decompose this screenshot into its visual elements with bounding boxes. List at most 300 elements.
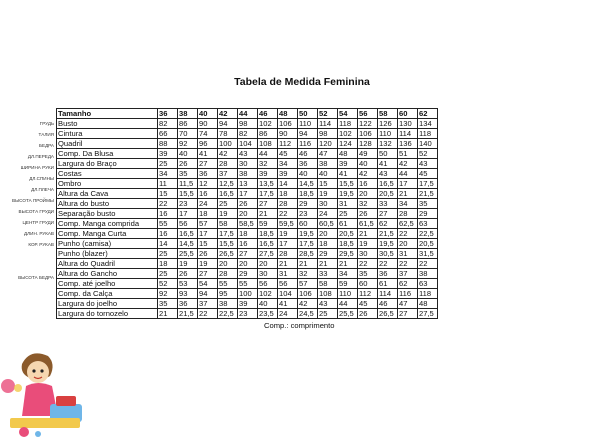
measurement-value: 82 — [158, 119, 178, 129]
measurement-value: 34 — [158, 169, 178, 179]
measurement-value: 100 — [218, 139, 238, 149]
measurement-value: 21 — [398, 189, 418, 199]
measurement-value: 57 — [198, 219, 218, 229]
measurement-label: Largura do tornozelo — [57, 309, 158, 319]
measurement-value: 124 — [338, 139, 358, 149]
measurement-value: 132 — [378, 139, 398, 149]
measurement-label: Comp. Manga Curta — [57, 229, 158, 239]
measurement-value: 16 — [158, 209, 178, 219]
measurement-value: 49 — [358, 149, 378, 159]
measurement-value: 56 — [278, 279, 298, 289]
measurement-value: 104 — [238, 139, 258, 149]
measurement-value: 110 — [298, 119, 318, 129]
measurement-value: 22 — [418, 259, 438, 269]
measurement-value: 120 — [318, 139, 338, 149]
measurement-value: 27,5 — [418, 309, 438, 319]
size-header-cell: 48 — [278, 109, 298, 119]
measurement-value: 63 — [418, 279, 438, 289]
measurement-value: 93 — [178, 289, 198, 299]
measurement-value: 16,5 — [218, 189, 238, 199]
measurement-value: 32 — [358, 199, 378, 209]
measurement-value: 41 — [198, 149, 218, 159]
table-header-row — [57, 109, 438, 119]
measurement-value: 95 — [218, 289, 238, 299]
table-row — [57, 139, 438, 149]
measurement-value: 110 — [378, 129, 398, 139]
measurement-value: 60 — [358, 279, 378, 289]
measurement-value: 27 — [238, 249, 258, 259]
size-header-cell: 50 — [298, 109, 318, 119]
measurement-value: 17 — [398, 179, 418, 189]
measurement-value: 37 — [398, 269, 418, 279]
measurement-value: 26 — [358, 209, 378, 219]
measurement-value: 18 — [158, 259, 178, 269]
measurement-value: 39 — [238, 299, 258, 309]
measurement-value: 17,5 — [298, 239, 318, 249]
table-row — [57, 219, 438, 229]
measurement-value: 33 — [378, 199, 398, 209]
measurement-value: 28 — [278, 249, 298, 259]
measurement-value: 19,5 — [378, 239, 398, 249]
measurement-value: 21 — [358, 229, 378, 239]
table-row — [57, 259, 438, 269]
measurement-value: 126 — [378, 119, 398, 129]
measurement-value: 20 — [258, 259, 278, 269]
measurement-value: 53 — [178, 279, 198, 289]
measurement-value: 130 — [398, 119, 418, 129]
measurement-label: Ombro — [57, 179, 158, 189]
measurement-value: 18 — [198, 209, 218, 219]
table-row — [57, 149, 438, 159]
measurement-value: 60 — [298, 219, 318, 229]
measurement-value: 21 — [298, 259, 318, 269]
measurement-value: 40 — [358, 159, 378, 169]
measurement-value: 16,5 — [258, 239, 278, 249]
measurement-value: 92 — [158, 289, 178, 299]
footnote: Comp.: comprimento — [264, 321, 335, 330]
measurement-value: 36 — [298, 159, 318, 169]
measurement-value: 56 — [258, 279, 278, 289]
measurement-value: 31 — [398, 249, 418, 259]
measurement-value: 61,5 — [358, 219, 378, 229]
measurement-value: 94 — [298, 129, 318, 139]
table-row — [57, 159, 438, 169]
measurement-value: 90 — [278, 129, 298, 139]
measurement-value: 43 — [318, 299, 338, 309]
measurement-value: 14,5 — [298, 179, 318, 189]
measurement-value: 34 — [398, 199, 418, 209]
measurement-value: 62,5 — [398, 219, 418, 229]
measurement-value: 24,5 — [298, 309, 318, 319]
measurement-value: 24 — [318, 209, 338, 219]
measurement-value: 21,5 — [378, 229, 398, 239]
measurement-value: 27,5 — [258, 249, 278, 259]
measurement-value: 13 — [238, 179, 258, 189]
measurement-value: 20 — [218, 259, 238, 269]
measurement-value: 30 — [258, 269, 278, 279]
measurement-value: 21 — [338, 259, 358, 269]
measurement-value: 39 — [278, 169, 298, 179]
table-row — [57, 279, 438, 289]
measurement-value: 55 — [218, 279, 238, 289]
russian-label: ДЛ.ПЕРЕДА — [27, 154, 54, 159]
measurement-value: 27 — [258, 199, 278, 209]
measurement-value: 22 — [158, 199, 178, 209]
measurement-value: 22 — [378, 259, 398, 269]
measurement-value: 118 — [418, 289, 438, 299]
measurement-value: 59 — [338, 279, 358, 289]
measurement-value: 17 — [198, 229, 218, 239]
measurement-value: 29 — [238, 269, 258, 279]
measurement-value: 22 — [198, 309, 218, 319]
measurement-value: 26,5 — [218, 249, 238, 259]
measurement-value: 38 — [218, 299, 238, 309]
table-row — [57, 269, 438, 279]
measurement-value: 29 — [298, 199, 318, 209]
measurement-value: 24 — [278, 309, 298, 319]
measurement-value: 98 — [238, 119, 258, 129]
measurement-value: 54 — [198, 279, 218, 289]
measurement-value: 31 — [278, 269, 298, 279]
russian-label: ГРУДЬ — [39, 121, 54, 126]
russian-label: ВЫСОТА ГРУДИ — [18, 209, 54, 214]
measurement-value: 116 — [398, 289, 418, 299]
measurement-label: Largura do Braço — [57, 159, 158, 169]
measurement-value: 20 — [238, 259, 258, 269]
russian-label: КОР. РУКАВ — [28, 242, 54, 247]
table-row — [57, 209, 438, 219]
measurement-value: 12,5 — [218, 179, 238, 189]
measurement-value: 16,5 — [378, 179, 398, 189]
measurement-value: 16 — [238, 239, 258, 249]
measurement-value: 26 — [238, 199, 258, 209]
measurement-value: 118 — [418, 129, 438, 139]
measurement-value: 63 — [418, 219, 438, 229]
measurement-value: 19 — [278, 229, 298, 239]
measurement-value: 94 — [218, 119, 238, 129]
measurement-value: 106 — [278, 119, 298, 129]
measurement-value: 20 — [318, 229, 338, 239]
measurement-value: 18,5 — [258, 229, 278, 239]
measurement-value: 19,5 — [338, 189, 358, 199]
measurement-value: 26 — [358, 309, 378, 319]
measurement-value: 26,5 — [378, 309, 398, 319]
measurement-value: 61 — [338, 219, 358, 229]
measurement-label: Altura do Quadril — [57, 259, 158, 269]
measurement-value: 29 — [418, 209, 438, 219]
russian-label: ДЛ.ПЛЕЧА — [31, 187, 54, 192]
measurement-value: 36 — [178, 299, 198, 309]
measurement-value: 18 — [278, 189, 298, 199]
measurement-value: 59,5 — [278, 219, 298, 229]
measurement-value: 15 — [318, 179, 338, 189]
measurement-value: 114 — [378, 289, 398, 299]
table-row — [57, 239, 438, 249]
measurement-value: 35 — [358, 269, 378, 279]
measurement-value: 59 — [258, 219, 278, 229]
measurement-value: 19 — [218, 209, 238, 219]
measurement-value: 25 — [218, 199, 238, 209]
size-header-cell: 42 — [218, 109, 238, 119]
measurement-value: 21,5 — [178, 309, 198, 319]
size-header-cell: 46 — [258, 109, 278, 119]
measurement-value: 43 — [238, 149, 258, 159]
measurement-value: 48 — [338, 149, 358, 159]
measurement-value: 27 — [198, 269, 218, 279]
measurement-value: 22 — [278, 209, 298, 219]
russian-label: ЦЕНТР ГРУДИ — [22, 220, 54, 225]
measurement-value: 55 — [158, 219, 178, 229]
measurement-value: 41 — [338, 169, 358, 179]
measurement-value: 19 — [178, 259, 198, 269]
measurement-value: 41 — [278, 299, 298, 309]
measurement-value: 18 — [238, 229, 258, 239]
measurement-value: 112 — [278, 139, 298, 149]
measurement-value: 52 — [158, 279, 178, 289]
girl-with-sewing-machine-icon — [0, 346, 90, 439]
measurement-value: 94 — [198, 289, 218, 299]
measurement-value: 100 — [238, 289, 258, 299]
table-row — [57, 309, 438, 319]
measurement-value: 42 — [218, 149, 238, 159]
measurement-value: 106 — [358, 129, 378, 139]
measurement-value: 136 — [398, 139, 418, 149]
measurement-value: 38 — [238, 169, 258, 179]
measurement-label: Comp. da Calça — [57, 289, 158, 299]
measurement-value: 55 — [238, 279, 258, 289]
measurement-value: 18 — [318, 239, 338, 249]
measurement-value: 20,5 — [418, 239, 438, 249]
measurement-value: 106 — [298, 289, 318, 299]
measurement-value: 37 — [218, 169, 238, 179]
measurement-value: 25 — [338, 209, 358, 219]
size-header-cell: 56 — [358, 109, 378, 119]
measurement-value: 21 — [278, 259, 298, 269]
measurement-label: Quadril — [57, 139, 158, 149]
measurement-value: 43 — [378, 169, 398, 179]
table-row — [57, 119, 438, 129]
measurement-value: 102 — [258, 289, 278, 299]
size-header-cell: 40 — [198, 109, 218, 119]
russian-label: ШИРИНА РУКИ — [20, 165, 54, 170]
measurement-value: 40 — [178, 149, 198, 159]
size-header-cell: 44 — [238, 109, 258, 119]
measurement-value: 25,5 — [338, 309, 358, 319]
measurement-value: 26 — [178, 269, 198, 279]
measurement-value: 98 — [318, 129, 338, 139]
measurement-value: 114 — [398, 129, 418, 139]
measurement-value: 62 — [398, 279, 418, 289]
russian-label: БЕДРА — [38, 143, 54, 148]
size-header-cell: 36 — [158, 109, 178, 119]
measurement-value: 20 — [358, 189, 378, 199]
measurement-value: 51 — [398, 149, 418, 159]
measurement-value: 26 — [198, 249, 218, 259]
measurement-value: 24 — [198, 199, 218, 209]
measurement-value: 42 — [358, 169, 378, 179]
measurement-value: 104 — [278, 289, 298, 299]
measurement-value: 25 — [318, 309, 338, 319]
measurement-value: 16 — [358, 179, 378, 189]
measurement-label: Altura da Cava — [57, 189, 158, 199]
table-row — [57, 299, 438, 309]
table-row — [57, 249, 438, 259]
measurement-value: 45 — [418, 169, 438, 179]
measurement-value: 52 — [418, 149, 438, 159]
measurement-value: 17 — [278, 239, 298, 249]
measurement-value: 78 — [218, 129, 238, 139]
measurement-value: 40 — [258, 299, 278, 309]
measurement-value: 86 — [178, 119, 198, 129]
measurement-value: 39 — [158, 149, 178, 159]
measurement-value: 30 — [238, 159, 258, 169]
measurement-value: 18,5 — [298, 189, 318, 199]
table-row — [57, 179, 438, 189]
measurement-value: 32 — [298, 269, 318, 279]
table-row — [57, 129, 438, 139]
measurement-value: 21 — [158, 309, 178, 319]
measurement-value: 23,5 — [258, 309, 278, 319]
measurement-value: 48 — [418, 299, 438, 309]
measurement-value: 14 — [278, 179, 298, 189]
measurement-value: 17,5 — [258, 189, 278, 199]
table-row — [57, 199, 438, 209]
measurement-value: 102 — [338, 129, 358, 139]
size-header-cell: 58 — [378, 109, 398, 119]
russian-label: ДЛИН. РУКАВ — [24, 231, 54, 236]
measurement-value: 27 — [398, 309, 418, 319]
measurement-value: 22,5 — [218, 309, 238, 319]
measurement-value: 47 — [318, 149, 338, 159]
size-header-cell: 38 — [178, 109, 198, 119]
measurement-value: 114 — [318, 119, 338, 129]
measurement-value: 70 — [178, 129, 198, 139]
measurement-label: Comp. Manga comprida — [57, 219, 158, 229]
measurement-value: 25 — [158, 269, 178, 279]
measurement-value: 20,5 — [338, 229, 358, 239]
measurement-value: 13,5 — [258, 179, 278, 189]
measurement-value: 20,5 — [378, 189, 398, 199]
measurement-value: 19,5 — [298, 229, 318, 239]
measurement-value: 35 — [178, 169, 198, 179]
russian-label: ВЫСОТА БЕДРА — [18, 275, 54, 280]
measurement-value: 45 — [278, 149, 298, 159]
size-header-cell: 54 — [338, 109, 358, 119]
measurement-value: 37 — [198, 299, 218, 309]
measurement-value: 46 — [298, 149, 318, 159]
measurement-value: 118 — [338, 119, 358, 129]
measurement-value: 31,5 — [418, 249, 438, 259]
measurement-value: 21 — [318, 259, 338, 269]
measurement-value: 27 — [378, 209, 398, 219]
measurement-value: 11,5 — [178, 179, 198, 189]
measurement-value: 17,5 — [418, 179, 438, 189]
measurement-value: 43 — [418, 159, 438, 169]
measurement-value: 44 — [398, 169, 418, 179]
measurement-value: 39 — [258, 169, 278, 179]
measurement-value: 12 — [198, 179, 218, 189]
measurement-value: 25,5 — [178, 249, 198, 259]
measurement-value: 28,5 — [298, 249, 318, 259]
measurement-value: 57 — [298, 279, 318, 289]
page-title: Tabela de Medida Feminina — [234, 76, 370, 88]
measurement-value: 16 — [198, 189, 218, 199]
measurement-label: Busto — [57, 119, 158, 129]
measurement-value: 22 — [398, 259, 418, 269]
measurement-value: 31 — [338, 199, 358, 209]
measurement-value: 29,5 — [338, 249, 358, 259]
measurement-label: Punho (blazer) — [57, 249, 158, 259]
measurement-value: 11 — [158, 179, 178, 189]
measurement-label: Altura do Gancho — [57, 269, 158, 279]
measurement-value: 21,5 — [418, 189, 438, 199]
measurement-value: 23 — [238, 309, 258, 319]
measurement-value: 27 — [198, 159, 218, 169]
measurement-value: 17 — [238, 189, 258, 199]
measurement-value: 17 — [178, 209, 198, 219]
measurement-value: 30 — [358, 249, 378, 259]
measurement-label: Largura do joelho — [57, 299, 158, 309]
measurement-value: 140 — [418, 139, 438, 149]
measurement-value: 58,5 — [238, 219, 258, 229]
measurement-value: 86 — [258, 129, 278, 139]
measurement-value: 25 — [158, 249, 178, 259]
measurement-value: 58 — [318, 279, 338, 289]
russian-label: ТАЛИЯ — [38, 132, 54, 137]
measurement-value: 18,5 — [338, 239, 358, 249]
measurement-value: 28 — [398, 209, 418, 219]
russian-label: ДЛ.СПИНЫ — [29, 176, 54, 181]
measurement-value: 50 — [378, 149, 398, 159]
measurement-value: 47 — [398, 299, 418, 309]
measurement-value: 14,5 — [178, 239, 198, 249]
measurement-value: 30,5 — [378, 249, 398, 259]
measurement-label: Comp. até joelho — [57, 279, 158, 289]
measurement-value: 19 — [358, 239, 378, 249]
table-row — [57, 289, 438, 299]
size-header-cell: 62 — [418, 109, 438, 119]
measurement-value: 96 — [198, 139, 218, 149]
measurement-value: 122 — [358, 119, 378, 129]
measurement-value: 88 — [158, 139, 178, 149]
size-table — [56, 108, 438, 319]
measurement-value: 134 — [418, 119, 438, 129]
measurement-value: 61 — [378, 279, 398, 289]
measurement-value: 74 — [198, 129, 218, 139]
measurement-value: 108 — [258, 139, 278, 149]
measurement-value: 36 — [198, 169, 218, 179]
size-header-cell: 60 — [398, 109, 418, 119]
measurement-value: 22 — [358, 259, 378, 269]
measurement-value: 20 — [398, 239, 418, 249]
measurement-value: 17,5 — [218, 229, 238, 239]
measurement-value: 116 — [298, 139, 318, 149]
measurement-label: Comp. Da Blusa — [57, 149, 158, 159]
measurement-value: 108 — [318, 289, 338, 299]
measurement-value: 110 — [338, 289, 358, 299]
measurement-value: 128 — [358, 139, 378, 149]
measurement-value: 16 — [158, 229, 178, 239]
measurement-value: 35 — [158, 299, 178, 309]
measurement-value: 23 — [298, 209, 318, 219]
measurement-value: 35 — [418, 199, 438, 209]
measurement-value: 58 — [218, 219, 238, 229]
header-label-cell: Tamanho — [57, 109, 158, 119]
measurement-value: 19 — [318, 189, 338, 199]
measurement-value: 42 — [298, 299, 318, 309]
measurement-label: Cintura — [57, 129, 158, 139]
measurement-value: 20 — [238, 209, 258, 219]
